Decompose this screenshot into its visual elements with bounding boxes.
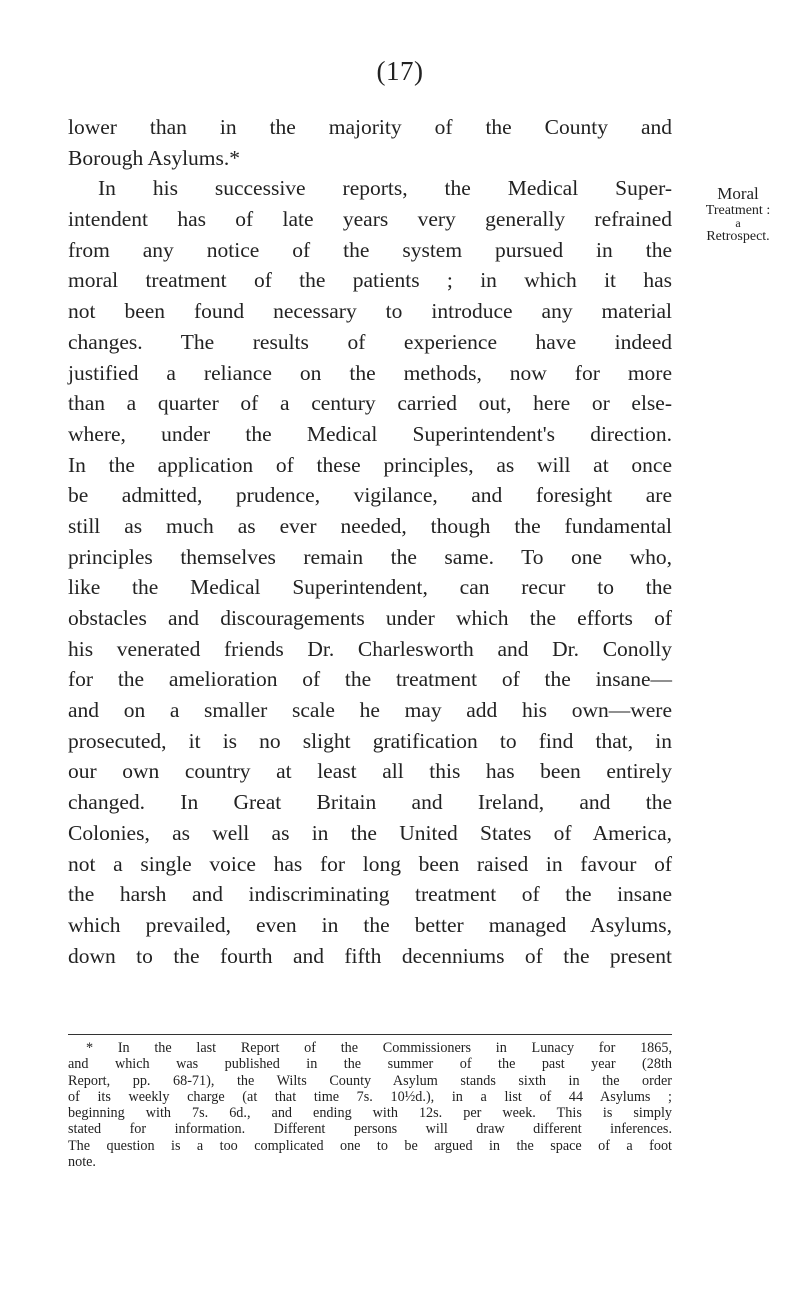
page-number: (17) bbox=[376, 56, 424, 86]
body-line: where, under the Medical Superintendent's direction. bbox=[68, 421, 672, 446]
footnote-line: beginning with 7s. 6d., and ending with 12s. per week. This is simply bbox=[68, 1105, 672, 1122]
body-line: not been found necessary to introduce any material bbox=[68, 299, 672, 324]
side-note-a: a bbox=[735, 216, 741, 230]
body-line: from any notice of the system pursued in the bbox=[68, 237, 672, 262]
body-line: which prevailed, even in the better managed Asylums, bbox=[68, 912, 672, 937]
side-note-moral: Moral bbox=[717, 184, 759, 203]
body-line: changed. In Great Britain and Ireland, and the bbox=[68, 790, 672, 815]
body-line: moral treatment of the patients ; in which it has bbox=[68, 268, 672, 293]
body-line: principles themselves remain the same. To one who, bbox=[68, 544, 672, 569]
footnote-line: The question is a too complicated one to be argued in the space of a foot bbox=[68, 1137, 672, 1154]
body-text bbox=[68, 112, 672, 971]
body-line: like the Medical Superintendent, can recur to the bbox=[68, 575, 672, 600]
body-line: changes. The results of experience have indeed bbox=[68, 329, 672, 354]
body-line: still as much as ever needed, though the fundamental bbox=[68, 513, 672, 538]
footnote-line: note. bbox=[68, 1154, 96, 1171]
body-line: be admitted, prudence, vigilance, and foresight are bbox=[68, 483, 672, 508]
body-line: In his successive reports, the Medical Super- bbox=[98, 176, 672, 201]
side-note-treatment: Treatment : bbox=[705, 203, 771, 218]
footnote-line: * In the last Report of the Commissioners in Lunacy for 1865, bbox=[86, 1040, 672, 1056]
body-line: prosecuted, it is no slight gratification to find that, in bbox=[68, 728, 672, 753]
body-line: Colonies, as well as in the United States of America, bbox=[68, 820, 672, 845]
body-line: Borough Asylums.* bbox=[68, 145, 241, 170]
footnote-line: and which was published in the summer of the past year (28th bbox=[68, 1056, 672, 1073]
body-line: our own country at least all this has been entirely bbox=[68, 759, 672, 784]
footnote-line: of its weekly charge (at that time 7s. 10½d.), in a list of 44 Asylums ; bbox=[68, 1088, 672, 1105]
body-line: obstacles and discouragements under which the efforts of bbox=[68, 606, 672, 630]
footnote-line: stated for information. Different persons will draw different inferences. bbox=[68, 1121, 672, 1138]
footnote-line: Report, pp. 68-71), the Wilts County Asylum stands sixth in the order bbox=[68, 1072, 672, 1089]
body-line: not a single voice has for long been raised in favour of bbox=[68, 851, 672, 876]
footnote bbox=[68, 1040, 672, 1170]
body-line: and on a smaller scale he may add his own—were bbox=[68, 698, 672, 723]
side-note-retrospect: Retrospect. bbox=[706, 229, 770, 244]
body-line: his venerated friends Dr. Charlesworth and Dr. Conolly bbox=[68, 636, 672, 661]
body-line: down to the fourth and fifth decenniums of the present bbox=[68, 943, 672, 968]
body-line: lower than in the majority of the County and bbox=[68, 115, 672, 139]
body-line: for the amelioration of the treatment of the insane— bbox=[68, 667, 672, 692]
body-line: the harsh and indiscriminating treatment of the insane bbox=[68, 882, 672, 907]
body-line: than a quarter of a century carried out, here or else- bbox=[68, 391, 672, 416]
body-line: In the application of these principles, as will at once bbox=[68, 452, 672, 477]
footnote-divider bbox=[68, 1034, 672, 1035]
body-line: intendent has of late years very generally refrained bbox=[68, 207, 672, 232]
body-line: justified a reliance on the methods, now for more bbox=[68, 360, 672, 385]
